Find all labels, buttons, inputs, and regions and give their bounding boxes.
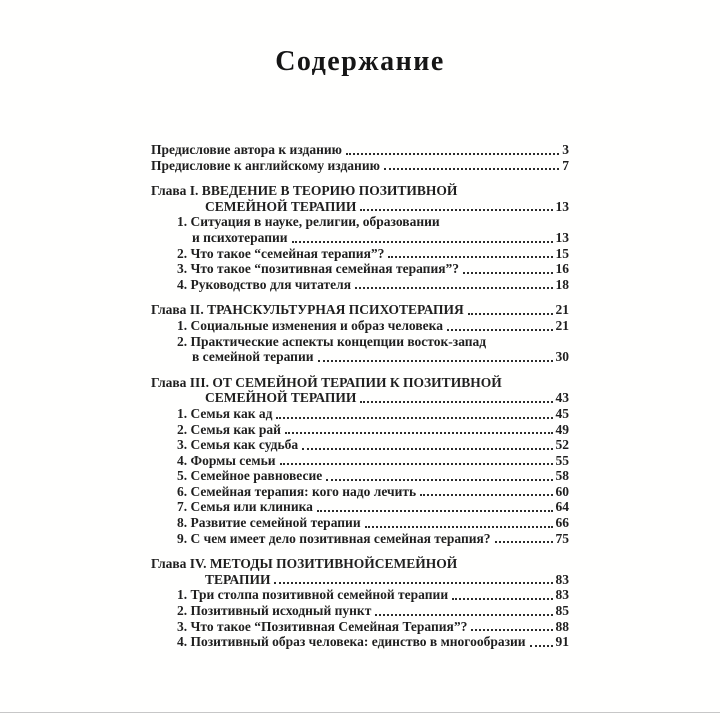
toc-entry-text: 9. С чем имеет дело позитивная семейная терапия? <box>177 530 491 546</box>
toc-page-number: 88 <box>555 618 569 634</box>
toc-entry-text: 1. Ситуация в науке, религии, образовании <box>177 214 440 230</box>
toc-row <box>151 183 569 199</box>
toc-page-number: 13 <box>555 229 569 245</box>
toc-entry-text: СЕМЕЙНОЙ ТЕРАПИИ <box>205 198 357 214</box>
toc-row <box>151 349 569 365</box>
dot-leader <box>318 358 553 362</box>
toc-page-number: 64 <box>555 499 569 515</box>
dot-leader <box>326 477 552 481</box>
dot-leader <box>530 643 553 647</box>
page-bottom-divider <box>0 712 720 713</box>
toc-page-number: 43 <box>555 390 569 406</box>
toc-page-number: 21 <box>555 317 569 333</box>
toc-page-number: 85 <box>555 603 569 619</box>
dot-leader <box>276 415 552 419</box>
dot-leader <box>495 539 553 543</box>
toc-entry-text: 2. Позитивный исходный пункт <box>177 603 372 619</box>
toc-entry-text: 2. Практические аспекты концепции восток-запад <box>177 333 487 349</box>
toc-entry-text: СЕМЕЙНОЙ ТЕРАПИИ <box>205 390 357 406</box>
toc-page-number: 45 <box>555 405 569 421</box>
toc-row <box>151 302 569 318</box>
toc-row <box>151 230 569 246</box>
toc-row <box>151 334 569 350</box>
toc-entry-text: 4. Формы семьи <box>177 452 276 468</box>
toc-entry-text: 3. Что такое “позитивная семейная терапия”? <box>177 261 460 277</box>
toc-row <box>151 634 569 650</box>
toc-row <box>151 515 569 531</box>
toc-page-number: 83 <box>555 571 569 587</box>
toc-page-number: 52 <box>555 437 569 453</box>
toc-page-number: 30 <box>555 349 569 365</box>
toc-row <box>151 318 569 334</box>
toc-page-number: 75 <box>555 530 569 546</box>
toc-page-number: 21 <box>555 302 569 318</box>
dot-leader <box>384 166 559 170</box>
toc-row <box>151 484 569 500</box>
toc-page-number: 49 <box>555 421 569 437</box>
toc-row <box>151 406 569 422</box>
toc-entry-text: Глава III. ОТ СЕМЕЙНОЙ ТЕРАПИИ К ПОЗИТИВНОЙ <box>151 374 502 390</box>
toc-page-number: 16 <box>555 261 569 277</box>
toc-row <box>151 572 569 588</box>
toc-row <box>151 437 569 453</box>
toc-row <box>151 603 569 619</box>
toc-row <box>151 422 569 438</box>
toc-row <box>151 277 569 293</box>
toc-entry-text: в семейной терапии <box>192 349 314 365</box>
toc-page-number: 3 <box>562 142 569 157</box>
toc-page-number: 60 <box>555 483 569 499</box>
toc-row <box>151 214 569 230</box>
toc-row <box>151 468 569 484</box>
toc-entry-text: ТЕРАПИИ <box>205 571 271 587</box>
toc-page-number: 13 <box>555 198 569 214</box>
toc-entry-text: Глава IV. МЕТОДЫ ПОЗИТИВНОЙСЕМЕЙНОЙ <box>151 556 458 572</box>
dot-leader <box>360 399 552 403</box>
toc-row <box>151 556 569 572</box>
dot-leader <box>274 580 552 584</box>
dot-leader <box>375 612 552 616</box>
page-title: Содержание <box>275 46 445 77</box>
toc-page-number: 55 <box>555 452 569 468</box>
toc-entry-text: Предисловие к английскому изданию <box>151 157 380 173</box>
toc-entry-text: 3. Семья как судьба <box>177 437 299 453</box>
dot-leader <box>280 461 553 465</box>
toc-entry-text: 2. Что такое “семейная терапия”? <box>177 245 385 261</box>
dot-leader <box>355 285 552 289</box>
dot-leader <box>285 430 553 434</box>
toc-row <box>151 453 569 469</box>
dot-leader <box>388 254 552 258</box>
toc-row <box>151 246 569 262</box>
toc-page-number: 91 <box>555 634 569 650</box>
toc-row <box>151 390 569 406</box>
dot-leader <box>292 239 553 243</box>
toc-page-number: 18 <box>555 276 569 292</box>
toc-page-number: 58 <box>555 468 569 484</box>
dot-leader <box>317 508 553 512</box>
toc-entry-text: Глава II. ТРАНСКУЛЬТУРНАЯ ПСИХОТЕРАПИЯ <box>151 302 464 318</box>
toc-row <box>151 375 569 391</box>
toc-entry-text: 1. Социальные изменения и образ человека <box>177 317 443 333</box>
toc-entry-text: и психотерапии <box>192 229 288 245</box>
dot-leader <box>463 270 552 274</box>
toc-row <box>151 499 569 515</box>
toc-entry-text: 2. Семья как рай <box>177 421 281 437</box>
toc-entry-text: 1. Семья как ад <box>177 405 273 421</box>
toc-page-number: 7 <box>562 157 569 173</box>
toc-entry-text: 1. Три столпа позитивной семейной терапии <box>177 587 449 603</box>
dot-leader <box>447 327 553 331</box>
toc-row <box>151 158 569 174</box>
dot-leader <box>360 207 552 211</box>
toc-entry-text: 8. Развитие семейной терапии <box>177 515 361 531</box>
table-of-contents <box>151 142 569 650</box>
toc-entry-text: 4. Руководство для читателя <box>177 276 352 292</box>
dot-leader <box>468 311 553 315</box>
toc-entry-text: Глава I. ВВЕДЕНИЕ В ТЕОРИЮ ПОЗИТИВНОЙ <box>151 183 458 199</box>
toc-entry-text: 5. Семейное равновесие <box>177 468 323 484</box>
toc-row <box>151 531 569 547</box>
toc-entry-text: 3. Что такое “Позитивная Семейная Терапия”? <box>177 618 468 634</box>
toc-row <box>151 587 569 603</box>
toc-row <box>151 199 569 215</box>
toc-page-number: 83 <box>555 587 569 603</box>
toc-entry-text: 7. Семья или клиника <box>177 499 313 515</box>
toc-page-number: 15 <box>555 245 569 261</box>
dot-leader <box>420 492 552 496</box>
toc-row <box>151 142 569 158</box>
dot-leader <box>346 151 559 155</box>
toc-row <box>151 261 569 277</box>
toc-page-number: 66 <box>555 515 569 531</box>
toc-entry-text: 4. Позитивный образ человека: единство в многообразии <box>177 634 526 650</box>
toc-row <box>151 619 569 635</box>
toc-entry-text: 6. Семейная терапия: кого надо лечить <box>177 483 417 499</box>
dot-leader <box>471 627 552 631</box>
dot-leader <box>302 446 552 450</box>
dot-leader <box>365 524 553 528</box>
dot-leader <box>452 596 552 600</box>
toc-entry-text: Предисловие автора к изданию <box>151 142 342 157</box>
